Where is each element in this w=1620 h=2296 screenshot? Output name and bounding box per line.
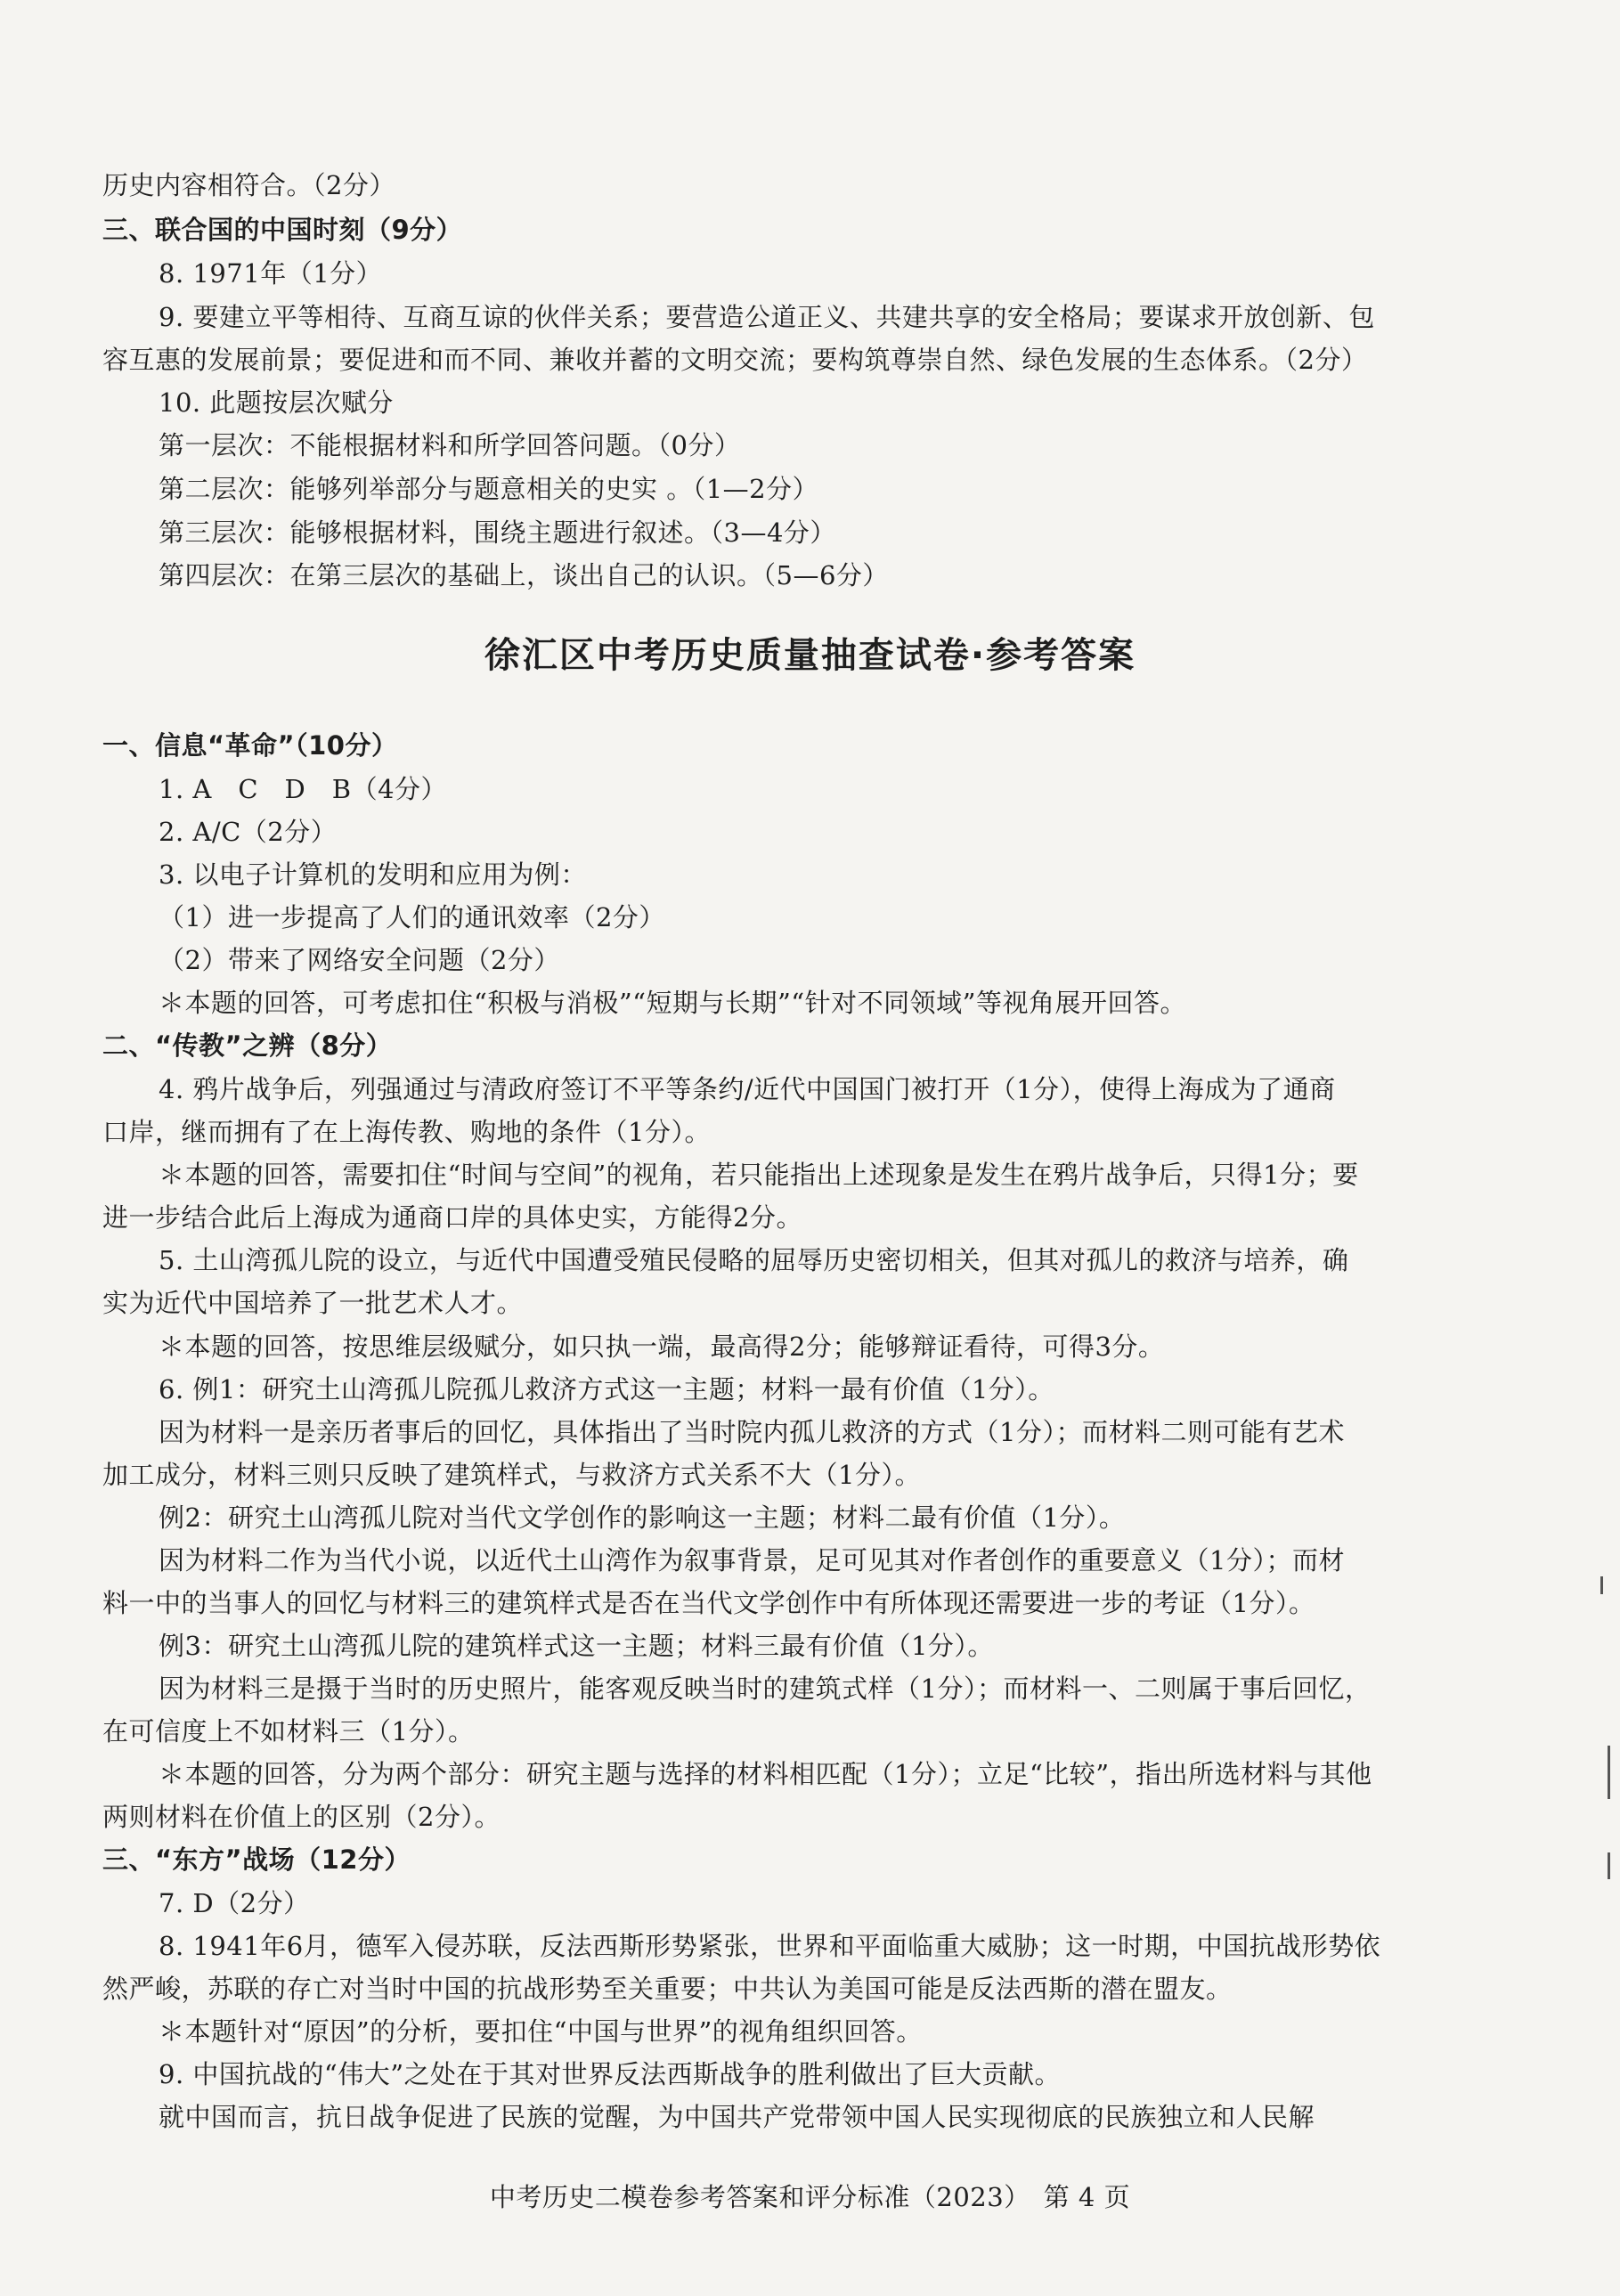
text-line: 8. 1971年（1分）: [159, 258, 383, 289]
text-line: 口岸，继而拥有了在上海传教、购地的条件（1分）。: [102, 1117, 711, 1147]
text-line: 例3：研究土山湾孤儿院的建筑样式这一主题；材料三最有价值（1分）。: [159, 1631, 994, 1661]
text-line: 历史内容相符合。（2分）: [102, 170, 395, 200]
text-line: 料一中的当事人的回忆与材料三的建筑样式是否在当代文学创作中有所体现还需要进一步的考证（1分）。: [102, 1588, 1315, 1618]
text-line: 容互惠的发展前景；要促进和而不同、兼收并蓄的文明交流；要构筑尊崇自然、绿色发展的生态体系。（2分）: [102, 345, 1368, 375]
text-line: 4. 鸦片战争后，列强通过与清政府签订不平等条约/近代中国国门被打开（1分），使得上海成为了通商: [159, 1074, 1336, 1104]
text-line: 因为材料二作为当代小说，以近代土山湾作为叙事背景，足可见其对作者创作的重要意义（1分）；而材: [159, 1545, 1345, 1575]
text-line: 10. 此题按层次赋分: [159, 387, 394, 418]
note-line: ＊本题针对“原因”的分析，要扣住“中国与世界”的视角组织回答。: [159, 2016, 923, 2047]
text-line: （1）进一步提高了人们的通讯效率（2分）: [159, 902, 665, 932]
note-line: ＊本题的回答，需要扣住“时间与空间”的视角，若只能指出上述现象是发生在鸦片战争后，只得1分；要: [159, 1160, 1359, 1190]
text-line: 第四层次：在第三层次的基础上，谈出自己的认识。（5—6分）: [159, 560, 889, 590]
text-line: 8. 1941年6月，德军入侵苏联，反法西斯形势紧张，世界和平面临重大威胁；这一时期，中国抗战形势依: [159, 1931, 1381, 1961]
text-line: 加工成分，材料三则只反映了建筑样式，与救济方式关系不大（1分）。: [102, 1460, 921, 1490]
text-line: 因为材料一是亲历者事后的回忆，具体指出了当时院内孤儿救济的方式（1分）；而材料二则可能有艺术: [159, 1417, 1345, 1447]
page-title: 徐汇区中考历史质量抽查试卷·参考答案: [484, 635, 1136, 676]
scan-mark: [1600, 1576, 1603, 1594]
text-line: 实为近代中国培养了一批艺术人才。: [102, 1288, 524, 1318]
section-heading: 一、信息“革命”（10分）: [102, 730, 398, 761]
scan-mark: [1608, 1746, 1610, 1799]
note-line: ＊本题的回答，分为两个部分：研究主题与选择的材料相匹配（1分）；立足“比较”，指出所选材料与其他: [159, 1759, 1372, 1789]
note-line: ＊本题的回答，按思维层级赋分，如只执一端，最高得2分；能够辩证看待，可得3分。: [159, 1331, 1165, 1362]
text-line: 第三层次：能够根据材料，围绕主题进行叙述。（3—4分）: [159, 517, 836, 548]
text-line: （2）带来了网络安全问题（2分）: [159, 945, 560, 975]
text-line: 2. A/C（2分）: [159, 817, 338, 847]
text-line: 进一步结合此后上海成为通商口岸的具体史实，方能得2分。: [102, 1202, 802, 1233]
text-line: 在可信度上不如材料三（1分）。: [102, 1716, 475, 1746]
text-line: 第二层次：能够列举部分与题意相关的史实 。（1—2分）: [159, 474, 819, 504]
text-line: 6. 例1：研究土山湾孤儿院孤儿救济方式这一主题；材料一最有价值（1分）。: [159, 1374, 1054, 1404]
scan-mark: [1608, 1852, 1610, 1879]
text-line: 然严峻，苏联的存亡对当时中国的抗战形势至关重要；中共认为美国可能是反法西斯的潜在盟友。: [102, 1974, 1233, 2004]
text-line: 两则材料在价值上的区别（2分）。: [102, 1802, 501, 1832]
text-line: 3. 以电子计算机的发明和应用为例：: [159, 859, 587, 890]
text-line: 1. A C D B（4分）: [159, 774, 448, 804]
note-line: ＊本题的回答，可考虑扣住“积极与消极”“短期与长期”“针对不同领域”等视角展开回答。: [159, 988, 1186, 1018]
text-line: 例2：研究土山湾孤儿院对当代文学创作的影响这一主题；材料二最有价值（1分）。: [159, 1502, 1126, 1533]
text-line: 9. 中国抗战的“伟大”之处在于其对世界反法西斯战争的胜利做出了巨大贡献。: [159, 2059, 1062, 2089]
text-line: 第一层次：不能根据材料和所学回答问题。（0分）: [159, 430, 741, 460]
text-line: 因为材料三是摄于当时的历史照片，能客观反映当时的建筑式样（1分）；而材料一、二则属于事后回忆，: [159, 1673, 1372, 1704]
text-line: 9. 要建立平等相待、互商互谅的伙伴关系；要营造公道正义、共建共享的安全格局；要谋求开放创新、包: [159, 302, 1375, 332]
text-line: 5. 土山湾孤儿院的设立，与近代中国遭受殖民侵略的屈辱历史密切相关，但其对孤儿的救济与培养，确: [159, 1245, 1349, 1275]
text-line: 就中国而言，抗日战争促进了民族的觉醒，为中国共产党带领中国人民实现彻底的民族独立和人民解: [159, 2102, 1315, 2132]
page-footer: 中考历史二模卷参考答案和评分标准（2023） 第 4 页: [489, 2182, 1131, 2212]
section-heading: 三、联合国的中国时刻（9分）: [102, 215, 463, 245]
section-heading: 三、“东方”战场（12分）: [102, 1844, 411, 1875]
section-heading: 二、“传教”之辨（8分）: [102, 1030, 393, 1061]
text-line: 7. D（2分）: [159, 1888, 310, 1918]
